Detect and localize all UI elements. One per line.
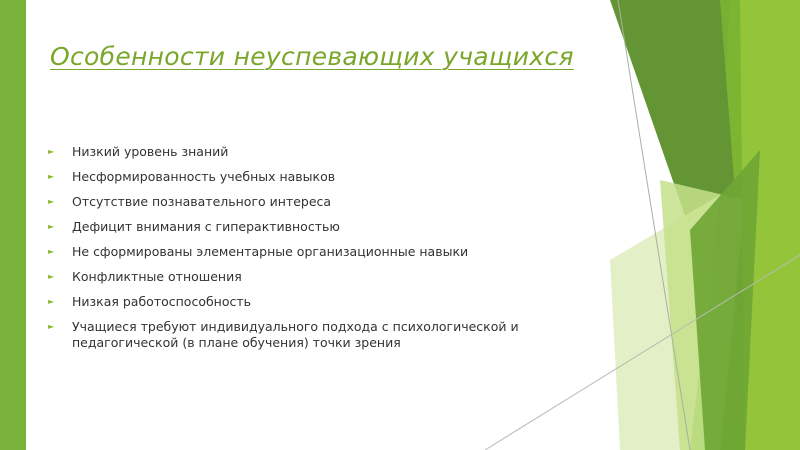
bullet-text: Дефицит внимания с гиперактивностью	[72, 219, 340, 234]
bullet-item	[48, 244, 588, 260]
arrow-right-icon: ►	[48, 247, 55, 256]
arrow-right-icon: ►	[48, 272, 55, 281]
bullet-text: Не сформированы элементарные организационные навыки	[72, 244, 469, 259]
bullet-item	[48, 169, 588, 185]
bullet-text: Отсутствие познавательного интереса	[72, 194, 332, 209]
arrow-right-icon: ►	[48, 297, 55, 306]
arrow-right-icon: ►	[48, 147, 55, 156]
arrow-right-icon: ►	[48, 322, 55, 331]
arrow-right-icon: ►	[48, 197, 55, 206]
bullet-item	[48, 319, 588, 351]
bullet-item	[48, 219, 588, 235]
bullet-item	[48, 294, 588, 310]
bullet-item	[48, 144, 588, 160]
bullet-text: Конфликтные отношения	[72, 269, 242, 284]
bullet-text: Низкая работоспособность	[72, 294, 252, 309]
left-accent-strip	[0, 0, 26, 450]
bullet-text: Учащиеся требуют индивидуального подхода с психологической и педагогической (в плане обучения) точки зрения	[72, 319, 519, 350]
arrow-right-icon: ►	[48, 172, 55, 181]
bullet-text: Несформированность учебных навыков	[72, 169, 336, 184]
arrow-right-icon: ►	[48, 222, 55, 231]
bullet-list	[48, 144, 588, 360]
bullet-item	[48, 194, 588, 210]
slide-title: Особенности неуспевающих учащихся	[50, 42, 574, 71]
bullet-text: Низкий уровень знаний	[72, 144, 229, 159]
bullet-item	[48, 269, 588, 285]
